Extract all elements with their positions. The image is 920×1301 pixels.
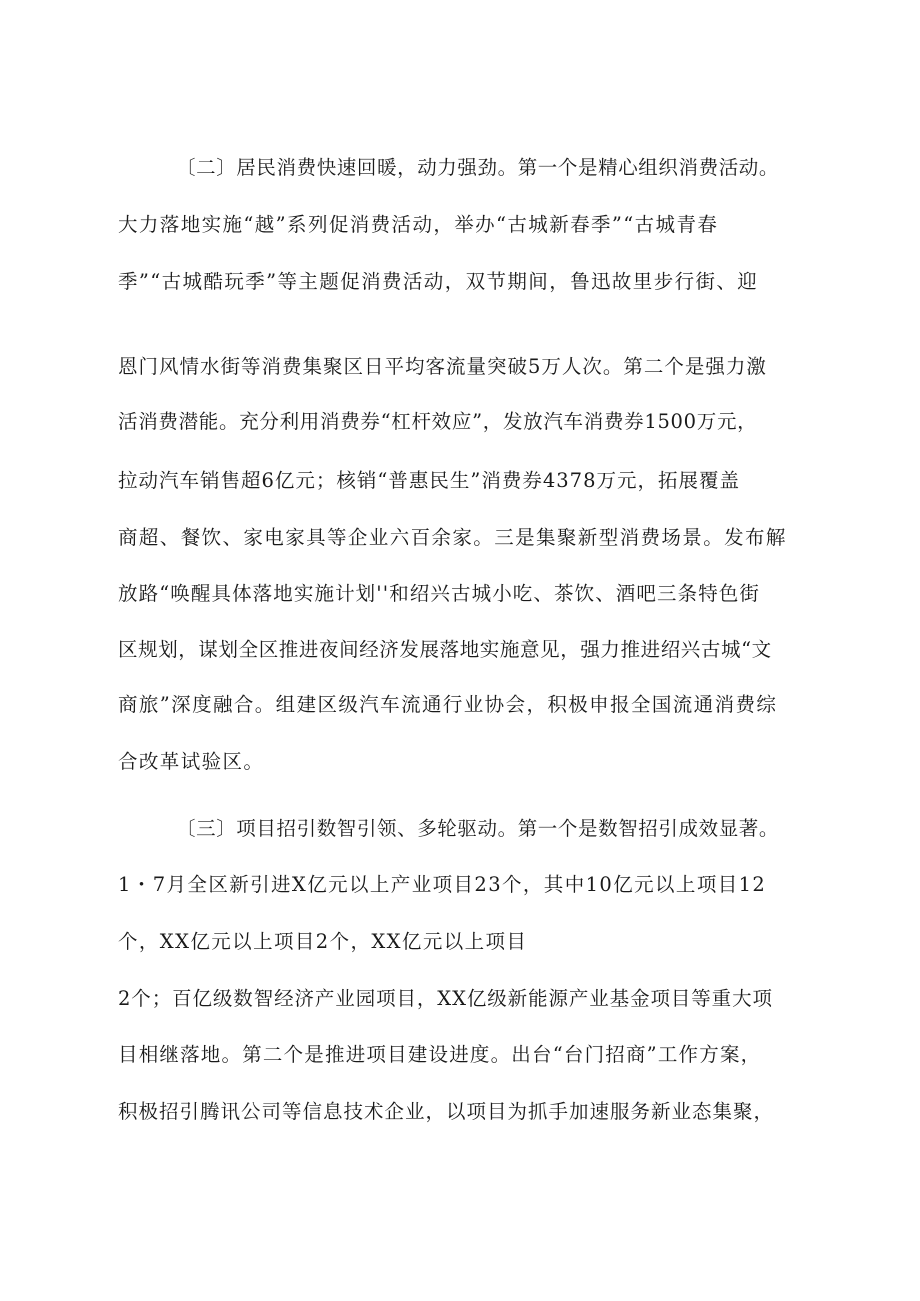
paragraph-2-line-10: 商旅”深度融合。组建区级汽车流通行业协会，积极申报全国流通消费综 bbox=[118, 693, 778, 716]
paragraph-3-line-3: 个，XX亿元以上项目2个，XX亿元以上项目 bbox=[118, 930, 528, 953]
paragraph-2-line-5: 活消费潜能。充分利用消费券“杠杆效应”，发放汽车消费券1500万元， bbox=[118, 410, 758, 433]
paragraph-2-line-3: 季”“古城酷玩季”等主题促消费活动，双节期间，鲁迅故里步行街、迎 bbox=[118, 270, 759, 293]
paragraph-2-line-6: 拉动汽车销售超6亿元；核销“普惠民生”消费券4378万元，拓展覆盖 bbox=[118, 469, 740, 492]
paragraph-3-line-1: 〔三〕项目招引数智引领、多轮驱动。第一个是数智招引成效显著。 bbox=[176, 817, 780, 840]
paragraph-2-line-2: 大力落地实施“越”系列促消费活动，举办“古城新春季”“古城青春 bbox=[118, 213, 719, 236]
paragraph-3-line-6: 积极招引腾讯公司等信息技术企业，以项目为抓手加速服务新业态集聚， bbox=[118, 1100, 775, 1123]
paragraph-2-line-7: 商超、餐饮、家电家具等企业六百余家。三是集聚新型消费场景。发布解 bbox=[118, 526, 787, 549]
paragraph-2-line-9: 区规划，谋划全区推进夜间经济发展落地实施意见，强力推进绍兴古城“文 bbox=[118, 638, 772, 661]
paragraph-2-line-1: 〔二〕居民消费快速回暖，动力强劲。第一个是精心组织消费活动。 bbox=[176, 156, 780, 179]
paragraph-3-line-4: 2个；百亿级数智经济产业园项目，XX亿级新能源产业基金项目等重大项 bbox=[118, 987, 773, 1010]
paragraph-2-line-8: 放路“唤醒具体落地实施计划''和绍兴古城小吃、茶饮、酒吧三条特色街 bbox=[118, 582, 760, 605]
paragraph-2-line-4-visible: 恩门风情水街等消费集聚区日平均客流量突破5万人次。第二个是强力激 bbox=[118, 355, 767, 378]
paragraph-2-line-11: 合改革试验区。 bbox=[118, 750, 265, 773]
paragraph-3-line-2: 1・7月全区新引进X亿元以上产业项目23个，其中10亿元以上项目12 bbox=[118, 873, 767, 896]
paragraph-3-line-5: 目相继落地。第二个是推进项目建设进度。出台“台门招商”工作方案， bbox=[118, 1043, 762, 1066]
